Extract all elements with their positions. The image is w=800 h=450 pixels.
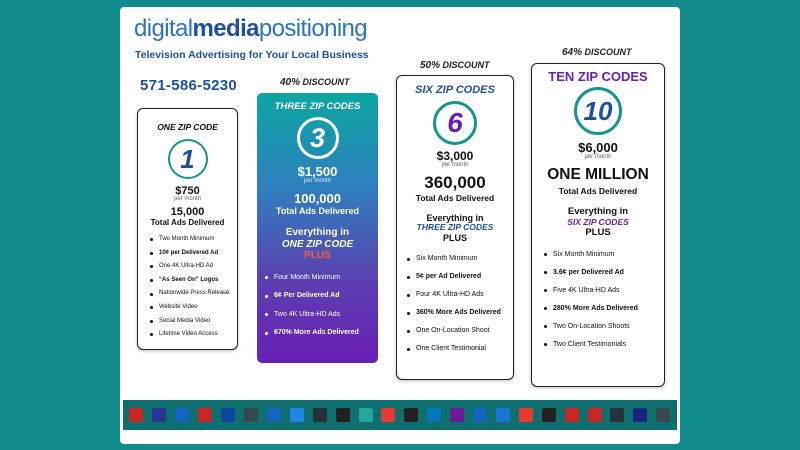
plan-price: $3,000 bbox=[436, 149, 474, 163]
feature-item: Nationwide Press Release bbox=[150, 287, 237, 301]
feature-item: 10¢ per Delivered Ad bbox=[150, 247, 237, 261]
plan-title: THREE ZIP CODES bbox=[274, 101, 361, 112]
everything-zip: THREE ZIP CODES bbox=[416, 222, 494, 233]
plan-price: $6,000 bbox=[578, 140, 618, 155]
plan-number: 1 bbox=[180, 143, 195, 174]
fox-sports-logo bbox=[610, 408, 624, 422]
weather-logo bbox=[290, 408, 304, 422]
brand-part-1: digital bbox=[134, 15, 193, 42]
network-logos-strip bbox=[123, 400, 677, 430]
feature-item: Four 4K Ultra-HD Ads bbox=[407, 286, 513, 304]
discount-label: DISCOUNT bbox=[300, 77, 350, 87]
per-month-label: per month bbox=[441, 162, 469, 168]
feature-item: 360% More Ads Delivered bbox=[407, 304, 513, 322]
plan-price: $1,500 bbox=[297, 164, 338, 179]
discount-label: DISCOUNT bbox=[582, 47, 632, 57]
e-logo bbox=[404, 408, 418, 422]
plan-card-three[interactable] bbox=[257, 93, 378, 363]
feature-list bbox=[407, 250, 513, 358]
total-ads: 360,000 bbox=[424, 173, 486, 192]
plan-price: $750 bbox=[175, 185, 200, 197]
cbs-sports-logo bbox=[565, 408, 579, 422]
brand-logo bbox=[134, 15, 367, 43]
discount-pct: 50% bbox=[420, 60, 441, 71]
feature-item: Two Client Testimonials bbox=[544, 336, 664, 354]
nbc-news-logo bbox=[267, 408, 281, 422]
phone-number[interactable]: 571-586-5230 bbox=[140, 77, 238, 94]
feature-item: Six Month Minimum bbox=[407, 250, 513, 268]
plus-label: PLUS bbox=[304, 250, 331, 261]
plan-number: 6 bbox=[447, 107, 463, 138]
per-month-label: per month bbox=[584, 154, 612, 160]
feature-list bbox=[265, 269, 378, 343]
everything-in bbox=[532, 207, 664, 239]
total-ads: ONE MILLION bbox=[547, 166, 649, 183]
plan-number: 3 bbox=[309, 122, 326, 153]
discount-six bbox=[420, 60, 490, 71]
feature-item: 280% More Ads Delivered bbox=[544, 300, 664, 318]
plus-label: PLUS bbox=[442, 233, 467, 244]
everything-zip: SIX ZIP CODES bbox=[567, 216, 629, 227]
plan-number-badge bbox=[433, 101, 477, 145]
hgtv-logo bbox=[359, 408, 373, 422]
plan-number: 10 bbox=[583, 95, 613, 126]
total-ads: 100,000 bbox=[294, 191, 341, 206]
feature-item: Lifetime Video Access bbox=[150, 328, 237, 342]
feature-item: Two On-Location Shoots bbox=[544, 318, 664, 336]
everything-label: Everything in bbox=[285, 227, 350, 238]
feature-item: Website Video bbox=[150, 301, 237, 315]
ae-logo bbox=[313, 408, 327, 422]
plan-number-badge bbox=[168, 139, 208, 179]
abc-logo bbox=[244, 408, 258, 422]
paramount-logo bbox=[496, 408, 510, 422]
everything-label: Everything in bbox=[567, 206, 629, 217]
feature-item: One Client Testimonial bbox=[407, 340, 513, 358]
per-month-label: per month bbox=[303, 178, 331, 184]
discount-three bbox=[280, 77, 350, 88]
feature-item: One 4K Ultra-HD Ad bbox=[150, 260, 237, 274]
feature-item: Five 4K Ultra-HD Ads bbox=[544, 282, 664, 300]
feature-item: 5¢ per Ad Delivered bbox=[407, 268, 513, 286]
brand-part-3: positioning bbox=[258, 15, 368, 42]
feature-item: 6¢ Per Delivered Ad bbox=[265, 287, 378, 306]
discount-label: DISCOUNT bbox=[440, 60, 490, 70]
cnn-logo bbox=[198, 408, 212, 422]
fox-logo bbox=[129, 408, 143, 422]
plan-card-one[interactable] bbox=[137, 108, 238, 350]
everything-label: Everything in bbox=[426, 213, 484, 223]
discount-pct: 40% bbox=[280, 77, 301, 88]
hallmark-logo bbox=[450, 408, 464, 422]
feature-item: Two 4K Ultra-HD Ads bbox=[265, 306, 378, 325]
plan-title: TEN ZIP CODES bbox=[548, 69, 648, 84]
pricing-sheet bbox=[120, 7, 680, 444]
plan-title: ONE ZIP CODE bbox=[157, 122, 218, 132]
total-ads-label: Total Ads Delivered bbox=[558, 186, 638, 196]
per-month-label: per month bbox=[173, 196, 201, 202]
plan-title: SIX ZIP CODES bbox=[415, 84, 495, 96]
plan-card-six[interactable] bbox=[396, 75, 514, 380]
cbs-logo bbox=[175, 408, 189, 422]
tbs-logo bbox=[633, 408, 647, 422]
tlc-logo bbox=[519, 408, 533, 422]
feature-item: “As Seen On” Logos bbox=[150, 274, 237, 288]
plus-label: PLUS bbox=[585, 226, 611, 238]
feature-item: Four Month Minimum bbox=[265, 269, 378, 288]
nbc-logo bbox=[152, 408, 166, 422]
tagline: Television Advertising for Your Local Business bbox=[135, 49, 369, 61]
feature-list bbox=[544, 246, 664, 354]
brand-part-2: media bbox=[192, 15, 259, 42]
feature-item: One On-Location Shoot bbox=[407, 322, 513, 340]
espn-logo bbox=[588, 408, 602, 422]
total-ads: 15,000 bbox=[170, 206, 205, 218]
everything-in bbox=[397, 213, 513, 243]
feature-item: 3.6¢ per Delivered Ad bbox=[544, 264, 664, 282]
fox-news-logo bbox=[221, 408, 235, 422]
feature-list bbox=[150, 233, 237, 342]
total-ads-label: Total Ads Delivered bbox=[150, 218, 225, 227]
discovery-logo bbox=[427, 408, 441, 422]
total-ads-label: Total Ads Delivered bbox=[415, 193, 495, 203]
tnt-logo bbox=[542, 408, 556, 422]
everything-in bbox=[257, 227, 378, 262]
history-logo bbox=[656, 408, 670, 422]
total-ads-label: Total Ads Delivered bbox=[275, 206, 360, 216]
feature-item: Six Month Minimum bbox=[544, 246, 664, 264]
everything-zip: ONE ZIP CODE bbox=[281, 238, 354, 250]
plan-number-badge bbox=[574, 87, 622, 135]
feature-item: Two Month Minimum bbox=[150, 233, 237, 247]
feature-item: Social Media Video bbox=[150, 315, 237, 329]
plan-number-badge bbox=[297, 117, 339, 159]
feature-item: 670% More Ads Delivered bbox=[265, 324, 378, 343]
food-logo bbox=[381, 408, 395, 422]
discount-ten bbox=[562, 47, 632, 58]
amc-logo bbox=[336, 408, 350, 422]
plan-card-ten[interactable] bbox=[531, 63, 665, 387]
max-logo bbox=[473, 408, 487, 422]
discount-pct: 64% bbox=[562, 47, 583, 58]
